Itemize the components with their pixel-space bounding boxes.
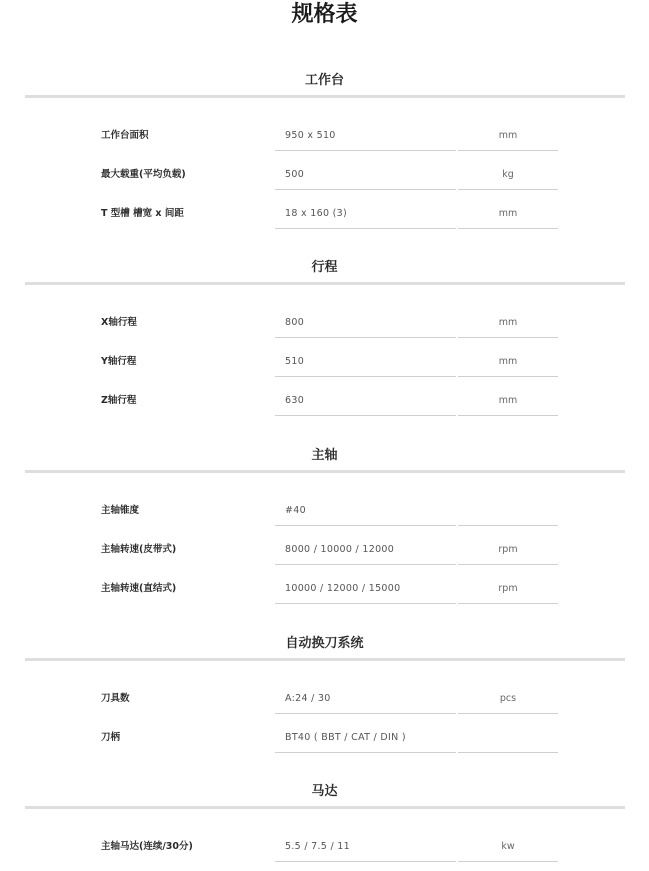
spec-label: 工作台面积 (101, 130, 149, 141)
spec-unit: mm (458, 121, 558, 151)
spec-row (0, 308, 649, 347)
section-divider (25, 806, 625, 809)
spec-label: 主轴马达(连续/30分) (101, 841, 193, 852)
section-divider (25, 282, 625, 285)
spec-label: 刀柄 (101, 732, 121, 743)
spec-unit: mm (458, 347, 558, 377)
spec-row (0, 723, 649, 762)
section-title: 主轴 (311, 448, 338, 463)
section-divider (25, 95, 625, 98)
spec-unit: rpm (458, 535, 558, 565)
spec-label: 刀具数 (101, 693, 130, 704)
spec-label: T 型槽 槽宽 x 间距 (101, 208, 184, 219)
spec-row (0, 199, 649, 238)
spec-row (0, 535, 649, 574)
spec-value: 18 x 160 (3) (275, 199, 456, 229)
spec-label: 主轴转速(皮带式) (101, 544, 177, 555)
spec-value: #40 (275, 496, 456, 526)
spec-value: 510 (275, 347, 456, 377)
spec-label: 主轴锥度 (101, 505, 140, 516)
spec-row (0, 832, 649, 871)
spec-label: 主轴转速(直结式) (101, 583, 177, 594)
spec-label: Y轴行程 (101, 356, 137, 367)
spec-value: 950 x 510 (275, 121, 456, 151)
spec-label: X轴行程 (101, 317, 137, 328)
spec-label: 最大载重(平均负载) (101, 169, 186, 180)
spec-value: 630 (275, 386, 456, 416)
spec-value: 8000 / 10000 / 12000 (275, 535, 456, 565)
spec-value: A:24 / 30 (275, 684, 456, 714)
spec-row (0, 684, 649, 723)
section-title: 工作台 (304, 73, 344, 88)
section-divider (25, 658, 625, 661)
spec-row (0, 386, 649, 425)
spec-value: BT40 ( BBT / CAT / DIN ) (275, 723, 456, 753)
spec-label: Z轴行程 (101, 395, 137, 406)
spec-unit: pcs (458, 684, 558, 714)
spec-row (0, 160, 649, 199)
spec-unit: mm (458, 308, 558, 338)
spec-unit: mm (458, 199, 558, 229)
section-title: 马达 (311, 784, 338, 799)
spec-value: 800 (275, 308, 456, 338)
section-divider (25, 470, 625, 473)
spec-unit (458, 496, 558, 526)
spec-unit (458, 723, 558, 753)
spec-row (0, 496, 649, 535)
section-title: 自动换刀系统 (285, 636, 364, 651)
spec-value: 5.5 / 7.5 / 11 (275, 832, 456, 862)
page-title: 规格表 (291, 2, 358, 27)
spec-row (0, 121, 649, 160)
spec-unit: mm (458, 386, 558, 416)
spec-value: 10000 / 12000 / 15000 (275, 574, 456, 604)
spec-unit: rpm (458, 574, 558, 604)
spec-unit: kw (458, 832, 558, 862)
spec-value: 500 (275, 160, 456, 190)
section-title: 行程 (311, 260, 338, 275)
spec-unit: kg (458, 160, 558, 190)
spec-row (0, 347, 649, 386)
spec-row (0, 574, 649, 613)
